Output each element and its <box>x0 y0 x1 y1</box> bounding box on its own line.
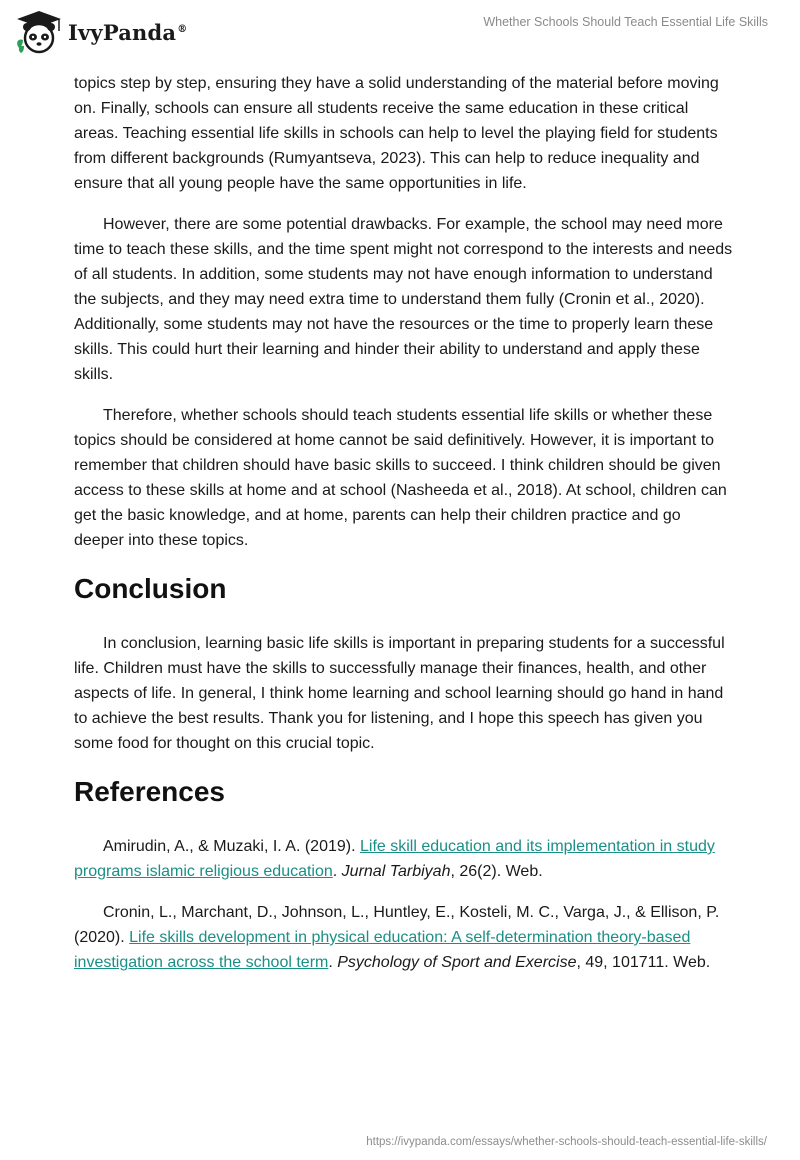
paragraph-drawbacks: However, there are some potential drawbacks. For example, the school may need more time to teach these skills, and the time spent might not correspond to the interests and needs of all students. In addition, some students may not have enough information to understand the subjects, and they may need extra time to understand them fully (Cronin et al., 2020). Additionally, some students may not have the resources or the time to properly learn these skills. This could hurt their learning and hinder their ability to understand and apply these skills. <box>74 216 733 383</box>
references-heading: References <box>74 776 225 807</box>
ivypanda-logo[interactable] <box>14 10 187 54</box>
reference-authors: Cronin, L., Marchant, D., Johnson, L., Huntley, E., Kosteli, M. C., Varga, J., & Ellison, P. (2020). <box>74 904 720 946</box>
reference-authors: Amirudin, A., & Muzaki, I. A. (2019). <box>103 838 360 855</box>
panda-graduate-icon <box>14 10 64 54</box>
reference-journal: Jurnal Tarbiyah <box>341 863 451 880</box>
brand-name: IvyPanda® <box>68 19 188 45</box>
reference-details: , 26(2). Web. <box>450 863 543 880</box>
reference-entry: Cronin, L., Marchant, D., Johnson, L., Huntley, E., Kosteli, M. C., Varga, J., & Ellison, P. (2020). Life skills development in physical education: A self-determination theory-based investigation across the school term. Psychology of Sport and Exercise, 49, 101711. Web. <box>74 904 720 971</box>
page-header <box>0 0 800 64</box>
trademark-mark: ® <box>177 23 188 35</box>
conclusion-heading: Conclusion <box>74 573 227 604</box>
paragraph-continuation: topics step by step, ensuring they have a solid understanding of the material before moving on. Finally, schools can ensure all students receive the same education in these critical areas. Teaching essential life skills in schools can help to level the playing field for students from different backgrounds (Rumyantseva, 2023). This can help to reduce inequality and ensure that all young people have the same opportunities in life. <box>74 75 719 192</box>
reference-link[interactable]: Life skill education and its implementation in study programs islamic religious education <box>74 838 715 880</box>
essay-content <box>74 71 734 991</box>
reference-link[interactable]: Life skills development in physical education: A self-determination theory-based investigation across the school term <box>74 929 691 971</box>
reference-details: , 49, 101711. Web. <box>576 954 711 971</box>
paragraph-therefore: Therefore, whether schools should teach students essential life skills or whether these topics should be considered at home cannot be said definitively. However, it is important to remember that children should have basic skills to succeed. I think children should be given access to these skills at home and at school (Nasheeda et al., 2018). At school, children can get the basic knowledge, and at home, parents can help their children practice and go deeper into these topics. <box>74 407 727 549</box>
reference-journal: Psychology of Sport and Exercise <box>337 954 577 971</box>
footer-source-url: https://ivypanda.com/essays/whether-schools-should-teach-essential-life-skills/ <box>366 1136 767 1148</box>
conclusion-paragraph: In conclusion, learning basic life skills is important in preparing students for a successful life. Children must have the skills to successfully manage their finances, health, and other aspects of life. In general, I think home learning and school learning should go hand in hand to achieve the best results. Thank you for listening, and I hope this speech has given you some food for thought on this crucial topic. <box>74 635 725 752</box>
reference-entry: Amirudin, A., & Muzaki, I. A. (2019). Life skill education and its implementation in study programs islamic religious education. Jurnal Tarbiyah, 26(2). Web. <box>74 838 715 880</box>
document-title: Whether Schools Should Teach Essential Life Skills <box>483 15 768 29</box>
